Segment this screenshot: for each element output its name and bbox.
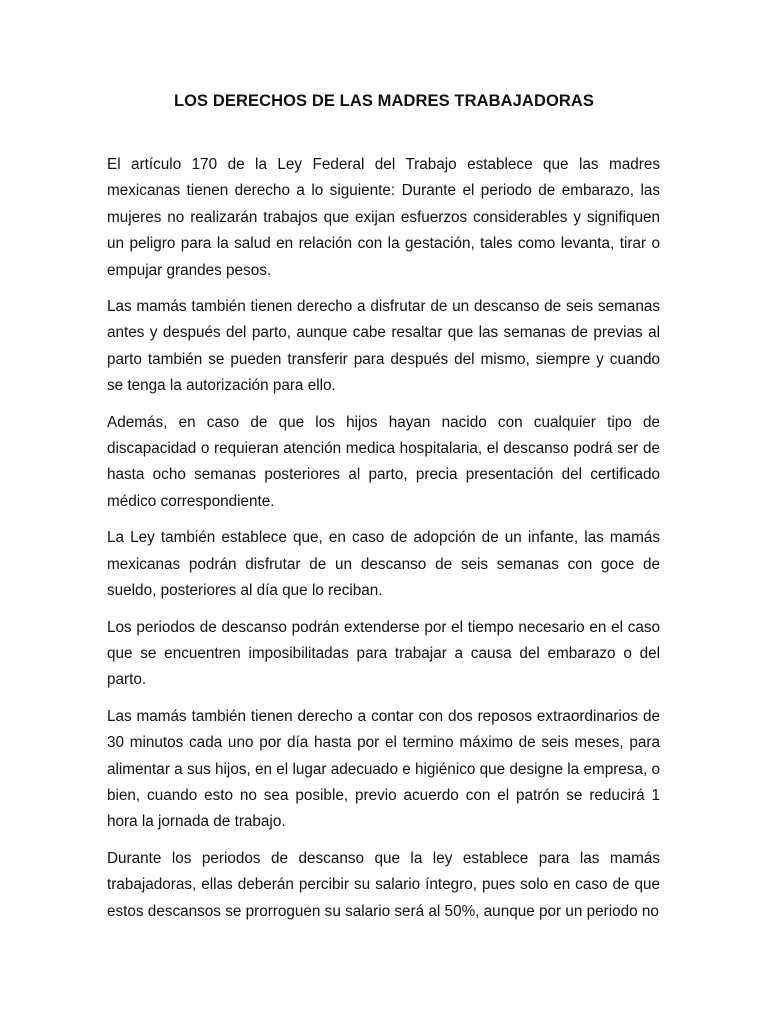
paragraph-2: Las mamás también tienen derecho a disfrutar de un descanso de seis semanas antes y después del parto, aunque cabe resaltar que las semanas de previas al parto también se pueden transferir para después del mismo, siempre y cuando se tenga la autorización para ello. — [107, 298, 660, 395]
paragraph-3: Además, en caso de que los hijos hayan nacido con cualquier tipo de discapacidad o requieran atención medica hospitalaria, el descanso podrá ser de hasta ocho semanas posteriores al parto, precia presentación del certificado médico correspondiente. — [107, 413, 660, 510]
document-title: LOS DERECHOS DE LAS MADRES TRABAJADORAS — [173, 92, 595, 110]
paragraph-7: Durante los periodos de descanso que la ley establece para las mamás trabajadoras, ellas deberán percibir su salario íntegro, pues solo en caso de que estos descansos se prorroguen su salario será al 50%, aunque por un periodo no — [107, 849, 660, 920]
paragraph-5: Los periodos de descanso podrán extenderse por el tiempo necesario en el caso que se encuentren imposibilitadas para trabajar a causa del embarazo o del parto. — [107, 618, 660, 689]
paragraph-1: El artículo 170 de la Ley Federal del Trabajo establece que las madres mexicanas tienen derecho a lo siguiente: Durante el periodo de embarazo, las mujeres no realizarán trabajos que exijan esfuerzos considerables y signifiquen un peligro para la salud en relación con la gestación, tales como levanta, tirar o empujar grandes pesos. — [107, 156, 660, 279]
document-body — [107, 152, 660, 935]
paragraph-6: Las mamás también tienen derecho a contar con dos reposos extraordinarios de 30 minutos cada uno por día hasta por el termino máximo de seis meses, para alimentar a sus hijos, en el lugar adecuado e higiénico que designe la empresa, o bien, cuando esto no sea posible, previo acuerdo con el patrón se reducirá 1 hora la jornada de trabajo. — [107, 707, 660, 831]
paragraph-4: La Ley también establece que, en caso de adopción de un infante, las mamás mexicanas podrán disfrutar de un descanso de seis semanas con goce de sueldo, posteriores al día que lo reciban. — [107, 529, 660, 600]
